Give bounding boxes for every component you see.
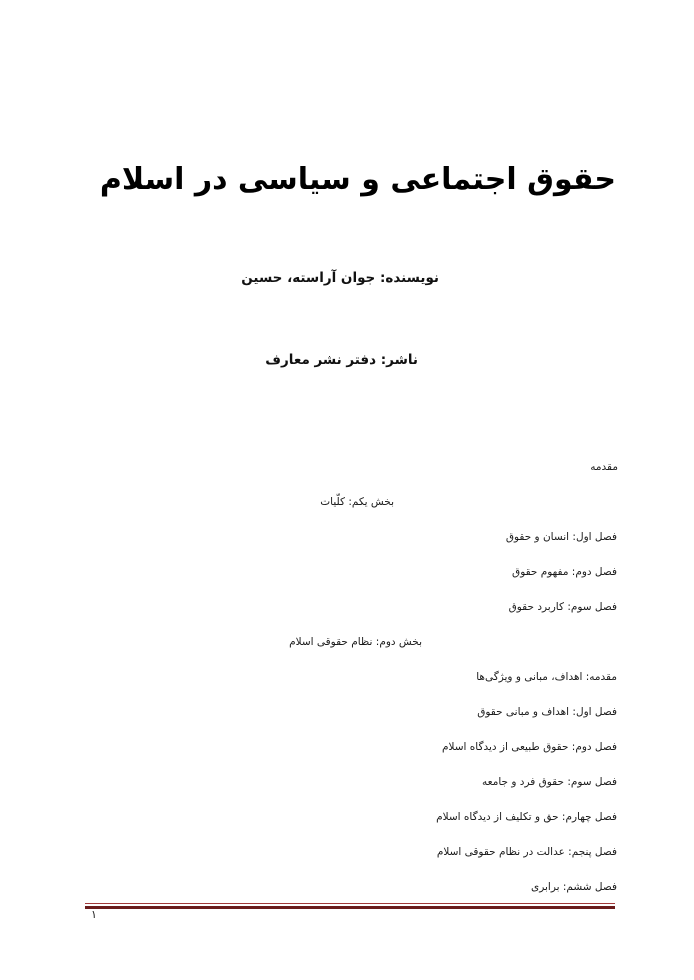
- toc-item-intro: مقدمه: [590, 461, 618, 473]
- toc-item-chapter: فصل اول: اهداف و مبانی حقوق: [477, 706, 617, 718]
- toc-item-intro-part-two: مقدمه: اهداف، مبانی و ویژگی‌ها: [476, 671, 617, 683]
- footer-divider-thin: [85, 903, 615, 904]
- toc-item-chapter: فصل پنجم: عدالت در نظام حقوقی اسلام: [436, 846, 617, 858]
- toc-item-chapter: فصل اول: انسان و حقوق: [505, 531, 617, 543]
- publisher-line: ناشر: دفتر نشر معارف: [265, 352, 418, 368]
- footer-divider: [85, 903, 615, 909]
- toc-item-chapter: فصل سوم: حقوق فرد و جامعه: [482, 776, 617, 788]
- toc-item-chapter: فصل ششم: برابری: [530, 881, 617, 893]
- author-line: نویسنده: جوان آراسته، حسین: [241, 270, 439, 286]
- document-title: حقوق اجتماعی و سیاسی در اسلام: [99, 162, 616, 197]
- footer-divider-thick: [85, 906, 615, 909]
- page-number: ۱: [91, 908, 97, 921]
- toc-item-chapter: فصل سوم: کاربرد حقوق: [508, 601, 617, 613]
- toc-item-chapter: فصل دوم: حقوق طبیعی از دیدگاه اسلام: [441, 741, 617, 753]
- toc-item-chapter: فصل چهارم: حق و تکلیف از دیدگاه اسلام: [436, 811, 617, 823]
- toc-item-part-two: بخش دوم: نظام حقوقی اسلام: [289, 636, 422, 648]
- toc-item-part-one: بخش یکم: کلّیات: [320, 496, 394, 508]
- toc-item-chapter: فصل دوم: مفهوم حقوق: [512, 566, 617, 578]
